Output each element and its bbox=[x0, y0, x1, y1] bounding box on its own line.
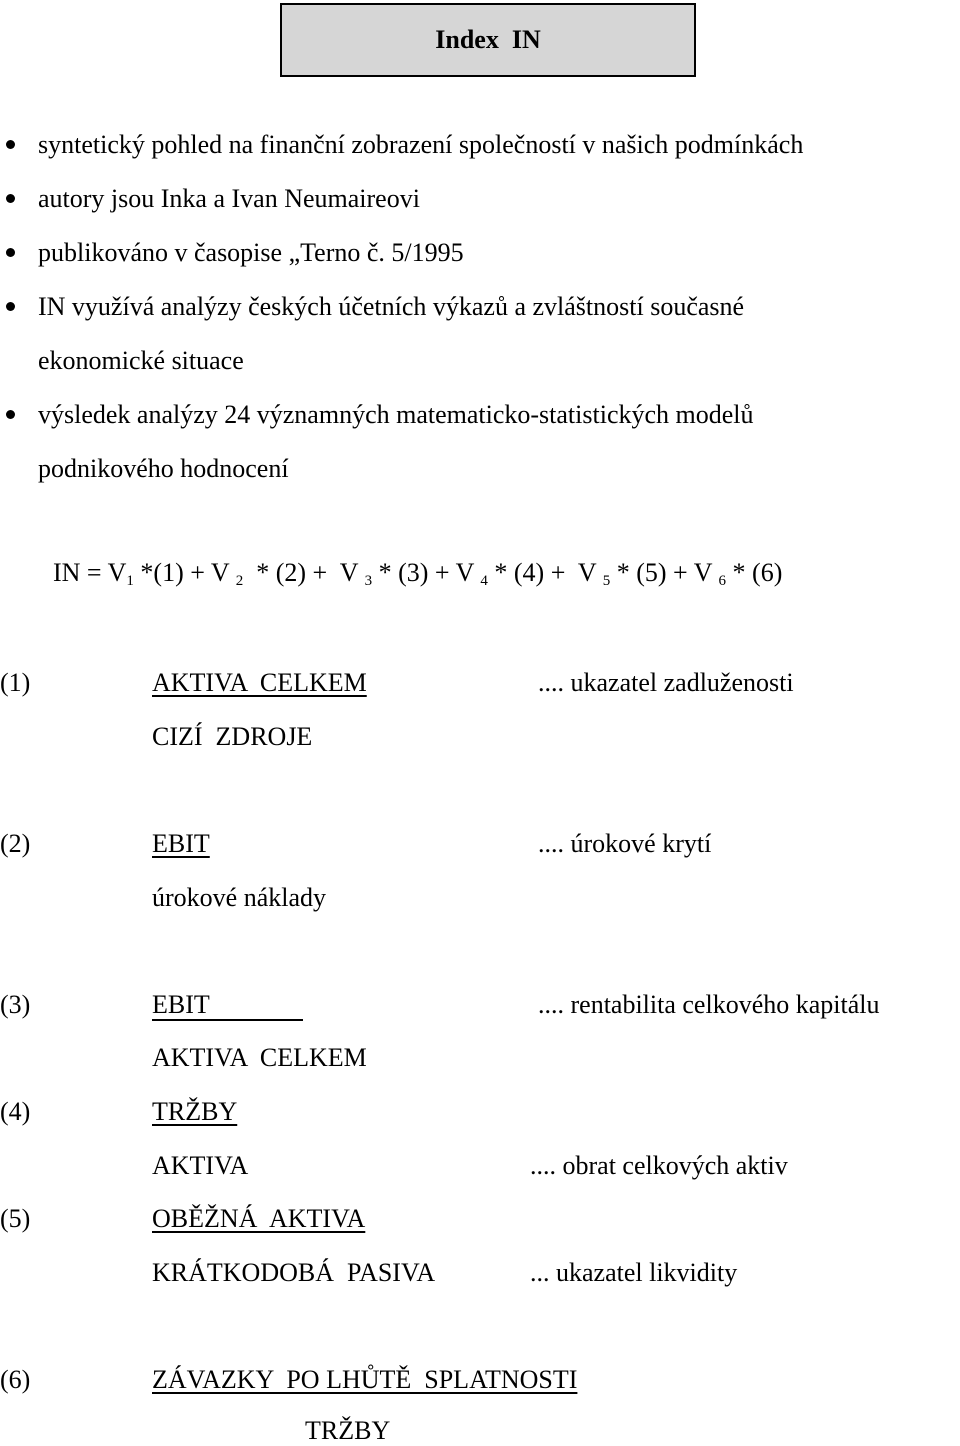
formula-subscript: 2 bbox=[235, 573, 244, 589]
formula-subscript: 4 bbox=[480, 573, 488, 589]
list-item-text: podnikového hodnocení bbox=[38, 454, 289, 483]
ratio-number: (6) bbox=[0, 1365, 31, 1394]
bullet-icon bbox=[6, 410, 15, 419]
list-item-text: ekonomické situace bbox=[38, 346, 244, 375]
ratio-denominator: úrokové náklady bbox=[152, 883, 327, 912]
ratio-denominator: CIZÍ ZDROJE bbox=[152, 722, 313, 751]
list-item-text: syntetický pohled na finanční zobrazení společností v našich podmínkách bbox=[38, 130, 804, 159]
ratio-description: .... obrat celkových aktiv bbox=[530, 1151, 788, 1180]
ratio-denominator: AKTIVA bbox=[152, 1151, 249, 1180]
list-item bbox=[0, 226, 960, 280]
formula-text: * (4) + V bbox=[487, 558, 603, 587]
list-item bbox=[0, 172, 960, 226]
formula-subscript: 3 bbox=[364, 573, 373, 589]
list-item-continuation bbox=[0, 334, 960, 388]
ratio-number: (2) bbox=[0, 829, 31, 858]
ratio-number: (4) bbox=[0, 1097, 31, 1126]
list-item bbox=[0, 280, 960, 334]
ratio-denominator: TRŽBY bbox=[305, 1416, 391, 1445]
list-item-text: výsledek analýzy 24 významných matematicko-statistických modelů bbox=[38, 400, 754, 429]
ratio-description: .... ukazatel zadluženosti bbox=[538, 668, 794, 697]
ratio-numerator: TRŽBY bbox=[152, 1097, 238, 1126]
bullet-icon bbox=[6, 248, 15, 257]
ratio-description: .... rentabilita celkového kapitálu bbox=[538, 990, 880, 1019]
ratio-description: .... úrokové krytí bbox=[538, 829, 712, 858]
formula-subscript: 5 bbox=[602, 573, 611, 589]
page-title: Index IN bbox=[435, 25, 541, 54]
bullet-icon bbox=[6, 302, 15, 311]
formula-text: IN = V bbox=[53, 558, 127, 587]
ratio-numerator: EBIT bbox=[152, 990, 210, 1019]
in-formula bbox=[53, 558, 782, 590]
formula-text: *(1) + V bbox=[133, 558, 236, 587]
fraction-rule bbox=[152, 1019, 303, 1021]
bullet-icon bbox=[6, 194, 15, 203]
ratio-numerator: EBIT bbox=[152, 829, 210, 858]
ratio-description: ... ukazatel likvidity bbox=[530, 1258, 738, 1287]
ratio-denominator: AKTIVA CELKEM bbox=[152, 1043, 367, 1072]
formula-text: * (5) + V bbox=[610, 558, 719, 587]
bullet-icon bbox=[6, 140, 15, 149]
list-item-text: publikováno v časopise „Terno č. 5/1995 bbox=[38, 238, 464, 267]
formula-text: * (3) + V bbox=[372, 558, 481, 587]
formula-subscript: 1 bbox=[126, 573, 134, 589]
ratio-numerator: OBĚŽNÁ AKTIVA bbox=[152, 1204, 366, 1233]
ratio-number: (1) bbox=[0, 668, 31, 697]
formula-text: * (6) bbox=[726, 558, 783, 587]
list-item bbox=[0, 118, 960, 172]
ratio-numerator: AKTIVA CELKEM bbox=[152, 668, 367, 697]
formula-text: * (2) + V bbox=[243, 558, 365, 587]
ratio-number: (5) bbox=[0, 1204, 31, 1233]
bullet-list bbox=[0, 118, 960, 496]
list-item-text: autory jsou Inka a Ivan Neumaireovi bbox=[38, 184, 420, 213]
ratio-numerator: ZÁVAZKY PO LHŮTĚ SPLATNOSTI bbox=[152, 1365, 578, 1394]
formula-subscript: 6 bbox=[718, 573, 727, 589]
list-item-text: IN využívá analýzy českých účetních výkazů a zvláštností současné bbox=[38, 292, 745, 321]
ratio-number: (3) bbox=[0, 990, 31, 1019]
list-item-continuation bbox=[0, 442, 960, 496]
title-box bbox=[280, 3, 696, 77]
list-item bbox=[0, 388, 960, 442]
ratio-denominator: KRÁTKODOBÁ PASIVA bbox=[152, 1258, 436, 1287]
